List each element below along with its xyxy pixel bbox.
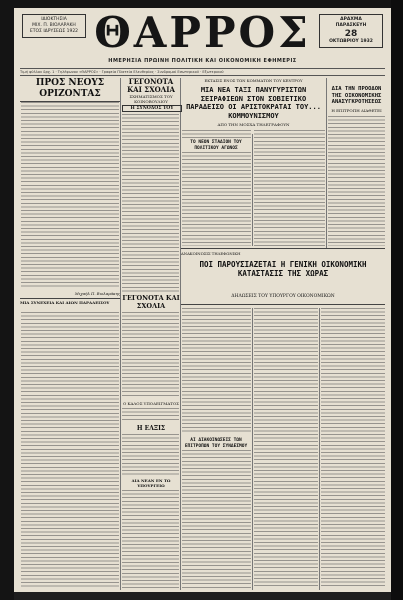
info-line: Τιμή φύλλου δρχ. 1 · Τηλέφωνον «ΘΑΡΡΟΣ» · Γραφεία Πλατεία Ελευθερίας · Συνδρομαί Εσωτερικού · Εξωτερικού — [20, 68, 385, 76]
masthead-subtitle: ΗΜΕΡΗΣΙΑ ΠΡΩΙΝΗ ΠΟΛΙΤΙΚΗ ΚΑΙ ΟΙΚΟΝΟΜΙΚΗ ΕΦΗΜΕΡΙΣ — [108, 58, 297, 64]
col3-top-headline: ΤΟ ΝΕΟΝ ΣΤΑΔΙΟΝ ΤΟΥ ΠΟΛΙΤΙΚΟΥ ΑΓΩΝΟΣ — [190, 140, 242, 151]
center-subhead: ΑΠΟ ΤΗΝ ΜΟΣΧΑ ΤΗΛΕΓΡΑΦΟΥΝ — [217, 122, 290, 127]
col2-low-headline: ΔΙΑ ΝΕΑΝ ΕΝ ΤΩ ΥΠΟΥΡΓΕΙΩ — [131, 478, 171, 488]
ear-left-line1: ΙΔΙΟΚΤΗΣΙΑ — [41, 17, 67, 22]
lead-article-text — [21, 102, 119, 288]
lead-headline: ΠΡΟΣ ΝΕΟΥΣ ΟΡΙΖΟΝΤΑΣ — [20, 78, 120, 102]
masthead-title: ΘΑΡΡΟΣ — [94, 8, 311, 57]
ear-left-line2: ΜΙΧ. Π. ΒΙΟΛΑΡΑΚΗ — [32, 23, 76, 28]
col1-rule — [20, 298, 120, 299]
col1-small-headline: ΜΙΑ ΣΥΝΕΧΕΙΑ ΚΑΙ ΑΙΩΝ ΠΑΡΑΔΕΙΣΟΥ — [20, 300, 110, 305]
scan-edge-shadow — [391, 0, 403, 600]
ear-left-box — [22, 14, 86, 38]
right-article-text — [328, 116, 385, 246]
box-kicker: ΑΝΑΚΟΙΝΩΣΙΣ ΤΗΛΕΦΩΝΙΚΗ — [181, 251, 241, 256]
box-headline: ΠΟΙ ΠΑΡΟΥΣΙΑΖΕΤΑΙ Η ΓΕΝΙΚΗ ΟΙΚΟΝΟΜΙΚΗ ΚΑΤΑΣΤΑΣΙΣ ΤΗΣ ΧΩΡΑΣ — [199, 260, 367, 278]
box-col2-text — [254, 308, 318, 588]
right-headline: ΔΙΑ ΤΗΝ ΠΡΟΟΔΟΝ ΤΗΣ ΟΙΚΟΝΟΜΙΚΗΣ ΑΝΑΣΥΓΚΡΟΤΗΣΕΩΣ — [331, 86, 382, 105]
newspaper-page — [14, 8, 391, 592]
box-subhead: ΔΗΛΩΣΕΙΣ ΤΟΥ ΥΠΟΥΡΓΟΥ ΟΙΚΟΝΟΜΙΚΩΝ — [231, 294, 335, 299]
col2-mid-headline: Ο ΚΑΛΟΣ ΥΠΟΔΕΙΓΜΑΤΟΣ — [122, 401, 180, 406]
column-subhead-boxed: Η ΣΥΝΟΔΟΣ ΤΟΥ — [122, 105, 182, 112]
report-headline: Η ΕΛΞΙΣ — [136, 425, 166, 432]
box-rule-top — [181, 248, 385, 249]
col2-mid-text — [122, 408, 179, 422]
box-col1-lower-text — [182, 450, 251, 588]
lead-signature: Μιχαήλ Π. Βιολαράκης — [74, 291, 120, 296]
col1-article-text — [21, 312, 119, 588]
col2-article-text — [122, 114, 179, 292]
box-col3-text — [321, 308, 385, 588]
column-rule-2 — [180, 78, 181, 590]
day-number: 28 — [344, 29, 358, 39]
col2-low-text — [122, 490, 179, 588]
col3-intro-text — [182, 130, 251, 140]
column-headline: ΓΕΓΟΝΟΤΑ ΚΑΙ ΣΧΟΛΙΑ — [127, 77, 175, 94]
scan-bottom-edge — [14, 592, 391, 600]
col2-section-text — [122, 312, 179, 398]
section-headline: ΓΕΓΟΝΟΤΑ ΚΑΙ ΣΧΟΛΙΑ — [122, 294, 180, 310]
price-label: ΔΡΑΧΜΑ — [340, 17, 362, 22]
box-rule-bottom — [181, 304, 385, 305]
col4-article-text — [254, 130, 325, 246]
column-subhead: ΣΧΗΜΑΤΙΣΜΟΣ ΤΟΥ ΚΟΙΝΟΒΟΥΛΙΟΥ — [129, 94, 173, 104]
right-subhead: Η ΕΠΙΤΡΟΠΗ ΔΙΑΘΕΤΕΙ — [331, 108, 382, 113]
center-headline: ΜΙΑ ΝΕΑ ΤΑΞΙ ΠΑΝΥΓΥΡΙΣΤΩΝ ΣΕΙΡΑΦΙΕΩΝ ΣΤΟΝ ΣΟΒΙΕΤΙΚΟ ΠΑΡΑΔΕΙΣΟ ΟΙ ΑΡΙΣΤΟΚΡΑΤΑΙ ΤΟΥ... ΚΟΜΜΟΥΝΙΣΜΟΥ — [186, 86, 321, 120]
col3-small-headline: ΑΙ ΔΙΑΚΟΙΝΩΣΕΙΣ ΤΩΝ ΕΠΙΤΡΟΠΩΝ ΤΟΥ ΣΥΝΔΕΣΜΟΥ — [184, 438, 248, 449]
box-col1-text — [182, 308, 251, 434]
column-rule-1 — [120, 78, 121, 590]
column-rule-5 — [252, 308, 253, 590]
col3-article-text — [182, 152, 251, 246]
ear-right-date-box — [319, 14, 383, 48]
column-rule-3 — [252, 134, 253, 246]
month-year: ΟΚΤΩΒΡΙΟΥ 1932 — [329, 39, 373, 44]
column-rule-4 — [326, 78, 327, 248]
weekday: ΠΑΡΑΣΚΕΥΗ — [335, 23, 367, 28]
col2-report-text — [122, 434, 179, 476]
center-kicker: ΕΚΤΑΣΙΣ ΕΝΟΣ ΤΩΝ ΚΟΜΜΑΤΩΝ ΤΟΥ ΚΕΝΤΡΟΥ — [204, 78, 303, 83]
ear-left-line3: ΕΤΟΣ ΙΔΡΥΣΕΩΣ 1922 — [29, 29, 79, 34]
column-rule-6 — [319, 308, 320, 590]
